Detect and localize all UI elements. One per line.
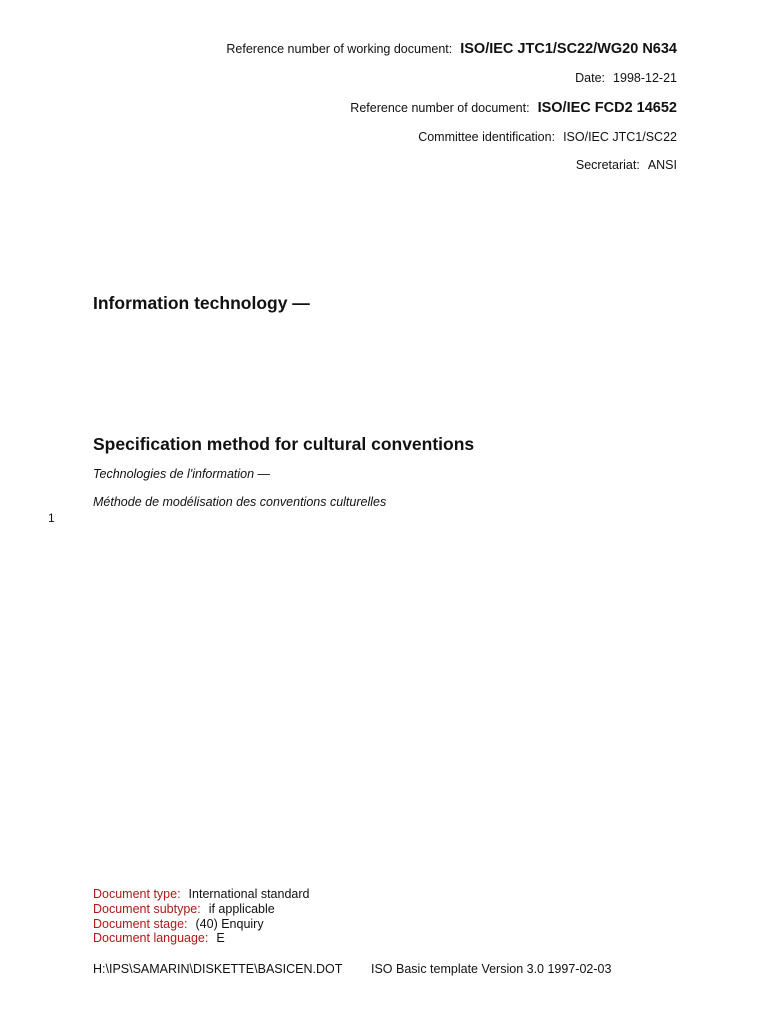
document-title-main: Information technology —: [93, 293, 310, 313]
footer-template-version: ISO Basic template Version 3.0 1997-02-03: [371, 962, 612, 976]
document-reference: [350, 99, 677, 117]
date-label: Date:: [575, 71, 606, 85]
secretariat-value: ANSI: [647, 158, 677, 172]
document-type-label: Document type:: [93, 887, 181, 901]
document-stage-value: (40) Enquiry: [195, 916, 264, 931]
committee-identification: [418, 130, 677, 144]
document-date: [575, 71, 677, 85]
document-reference-value: ISO/IEC FCD2 14652: [537, 100, 677, 116]
working-document-reference-label: Reference number of working document:: [226, 42, 453, 56]
margin-line-number: 1: [48, 511, 55, 525]
footer-template-path: H:\IPS\SAMARIN\DISKETTE\BASICEN.DOT: [93, 962, 343, 976]
working-document-reference-value: ISO/IEC JTC1/SC22/WG20 N634: [460, 41, 677, 57]
french-title-line-2: Méthode de modélisation des conventions culturelles: [93, 495, 387, 509]
french-title-line-1: Technologies de l'information —: [93, 467, 271, 481]
document-subtype-label: Document subtype:: [93, 901, 201, 916]
committee-value: ISO/IEC JTC1/SC22: [563, 130, 677, 144]
document-language-row: [93, 931, 309, 946]
document-type-row: [93, 887, 309, 902]
date-value: 1998-12-21: [613, 71, 677, 85]
working-document-reference: [226, 40, 677, 58]
document-stage-label: Document stage:: [93, 916, 188, 931]
document-language-label: Document language:: [93, 931, 209, 946]
document-stage-row: [93, 917, 309, 932]
document-metadata: [93, 887, 309, 946]
committee-label: Committee identification:: [418, 130, 556, 144]
document-subtype-row: [93, 902, 309, 917]
document-type-value: International standard: [188, 887, 310, 901]
secretariat-label: Secretariat:: [575, 158, 640, 172]
secretariat: [576, 158, 677, 172]
document-language-value: E: [216, 931, 225, 946]
document-subtype-value: if applicable: [208, 901, 275, 916]
document-title-sub: Specification method for cultural conventions: [93, 434, 475, 454]
document-reference-label: Reference number of document:: [350, 101, 530, 115]
